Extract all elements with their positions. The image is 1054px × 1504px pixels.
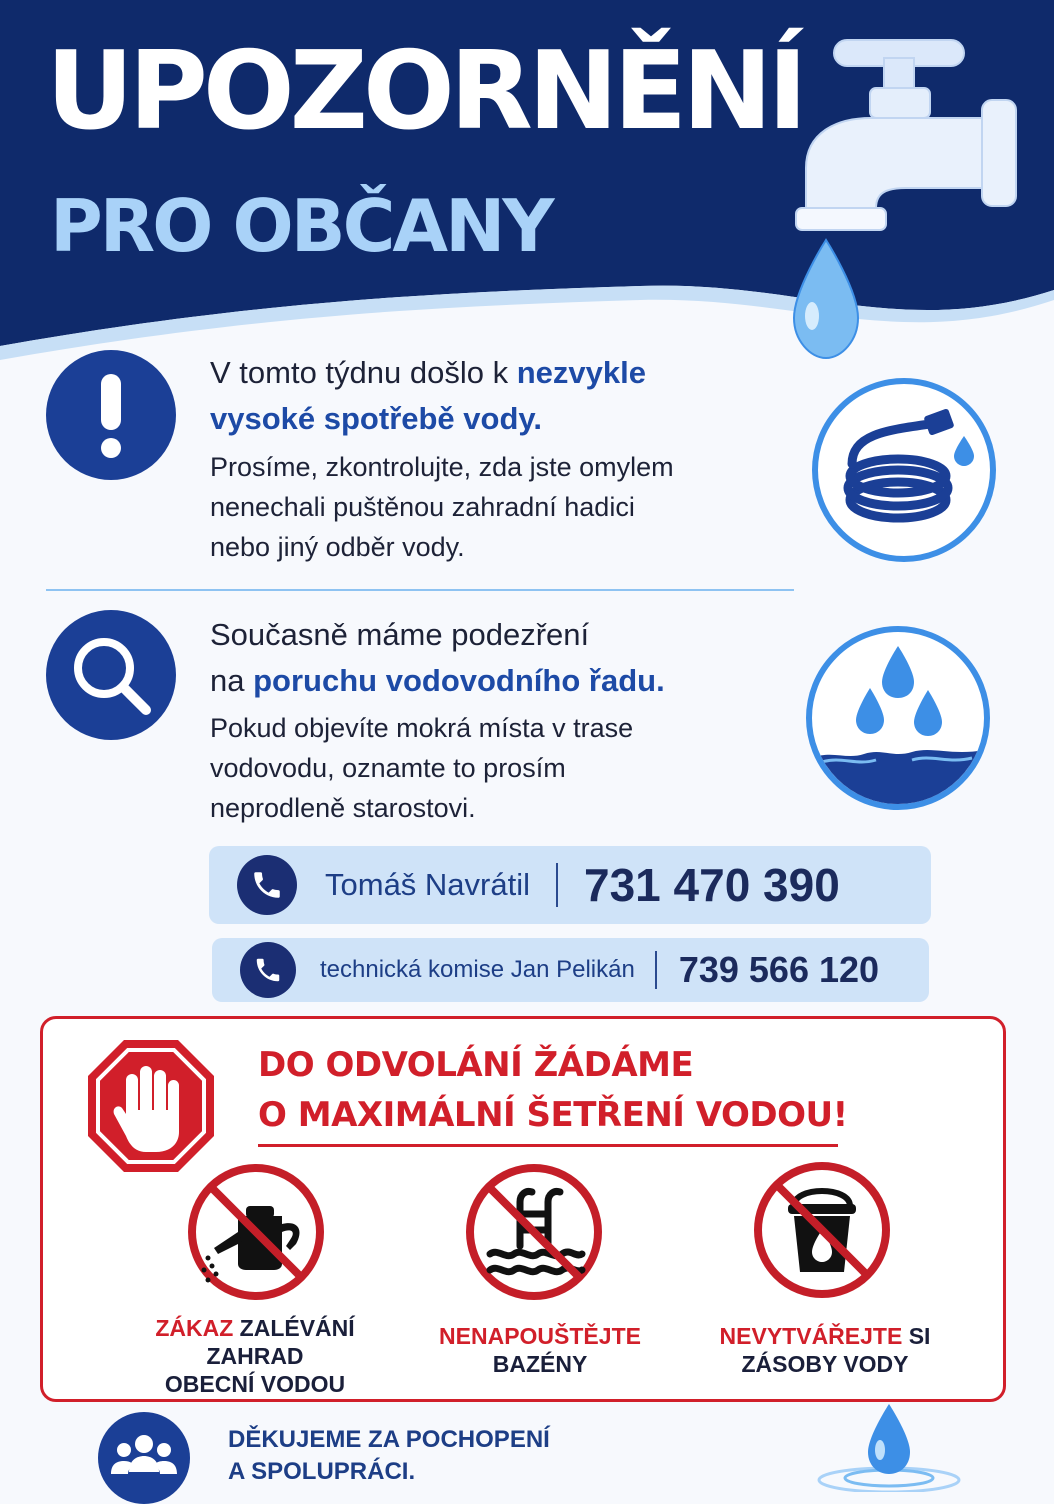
contact-separator bbox=[556, 863, 558, 907]
section1-body bbox=[210, 447, 770, 567]
ban-label-text: ZALÉVÁNÍ bbox=[233, 1315, 355, 1341]
section1-body-line: nenechali puštěnou zahradní hadici bbox=[210, 492, 635, 522]
warning-title bbox=[258, 1040, 858, 1140]
ban-label-red: ZÁKAZ bbox=[155, 1315, 234, 1341]
contact-name: technická komise Jan Pelikán bbox=[320, 956, 635, 983]
page-title: UPOZORNĚNÍ bbox=[46, 29, 803, 154]
section2-body-line: Pokud objevíte mokrá místa v trase bbox=[210, 713, 634, 743]
ban-label-text: OBECNÍ VODOU bbox=[164, 1371, 346, 1397]
section2-body-line: neprodleně starostovi. bbox=[210, 793, 476, 823]
ban-label-red: NENAPOUŠTĚJTE bbox=[439, 1323, 641, 1349]
warning-title-line: O MAXIMÁLNÍ ŠETŘENÍ VODOU! bbox=[258, 1095, 848, 1135]
section1-body-line: nebo jiný odběr vody. bbox=[210, 532, 465, 562]
section1-body-line: Prosíme, zkontrolujte, zda jste omylem bbox=[210, 452, 674, 482]
ban-label-text: ZÁSOBY VODY bbox=[741, 1351, 909, 1377]
search-icon bbox=[46, 610, 176, 740]
page-subtitle: PRO OBČANY bbox=[50, 184, 552, 268]
ban-label-text: SI bbox=[902, 1323, 931, 1349]
contact-card-secondary bbox=[212, 938, 929, 1002]
contact-phone[interactable]: 731 470 390 bbox=[584, 859, 840, 911]
people-icon bbox=[98, 1412, 190, 1504]
water-drop-icon bbox=[814, 1400, 964, 1492]
contact-phone[interactable]: 739 566 120 bbox=[678, 949, 880, 990]
pool-icon bbox=[464, 1162, 604, 1302]
phone-icon[interactable] bbox=[237, 855, 297, 915]
section1-highlight-2: vysoké spotřebě vody. bbox=[210, 401, 542, 436]
bucket-icon bbox=[752, 1160, 892, 1300]
faucet-icon bbox=[786, 18, 1036, 378]
section2-body-line: vodovodu, oznamte to prosím bbox=[210, 753, 566, 783]
thanks-line: A SPOLUPRÁCI. bbox=[228, 1458, 416, 1485]
ban-label-red: NEVYTVÁŘEJTE bbox=[719, 1323, 903, 1349]
ban-label-bucket bbox=[680, 1322, 970, 1378]
section2-lead-line: Současně máme podezření bbox=[210, 617, 590, 652]
thanks-text bbox=[228, 1424, 628, 1488]
section2-lead bbox=[210, 612, 790, 704]
exclamation-icon bbox=[46, 350, 176, 480]
garden-hose-icon bbox=[812, 378, 996, 562]
section1-highlight-1: nezvykle bbox=[516, 355, 646, 390]
ban-label-text: BAZÉNY bbox=[492, 1351, 588, 1377]
ban-label-watering bbox=[110, 1314, 400, 1398]
thanks-line: DĚKUJEME ZA POCHOPENÍ bbox=[228, 1426, 550, 1453]
ban-label-pool bbox=[400, 1322, 680, 1378]
section1-lead bbox=[210, 350, 770, 442]
water-leak-icon bbox=[806, 626, 990, 810]
section2-body bbox=[210, 708, 770, 828]
ban-label-text: ZAHRAD bbox=[206, 1343, 304, 1369]
phone-icon[interactable] bbox=[240, 942, 296, 998]
section-divider bbox=[46, 589, 794, 591]
contact-name: Tomáš Navrátil bbox=[325, 867, 530, 902]
section2-highlight: poruchu vodovodního řadu. bbox=[253, 663, 665, 698]
warning-rule bbox=[258, 1144, 838, 1147]
watering-can-icon bbox=[186, 1162, 326, 1302]
warning-title-line: DO ODVOLÁNÍ ŽÁDÁME bbox=[258, 1045, 694, 1085]
section2-lead-prefix: na bbox=[210, 663, 254, 698]
contact-card-primary bbox=[209, 846, 931, 924]
stop-hand-icon bbox=[84, 1036, 218, 1176]
contact-separator bbox=[655, 951, 657, 989]
section1-lead-prefix: V tomto týdnu došlo k bbox=[210, 355, 517, 390]
